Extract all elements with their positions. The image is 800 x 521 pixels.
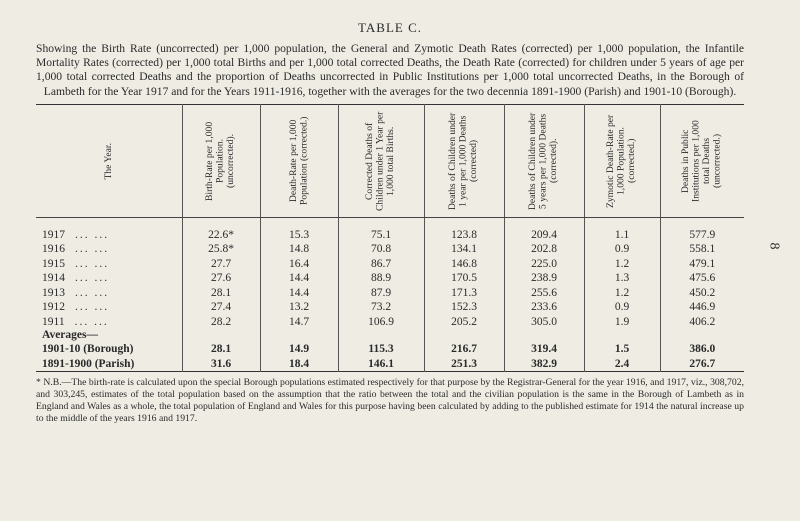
year-label: 1916 <box>42 243 65 256</box>
table-row <box>36 315 744 330</box>
table-row <box>36 217 744 242</box>
table-cell: 1.9 <box>584 315 660 330</box>
leader-dots: ... ... <box>75 257 110 270</box>
column-header: Birth-Rate per 1,000 Population. (uncorrected). <box>182 104 260 217</box>
column-header: Deaths of Children under 1 year per 1,000 Deaths (corrected) <box>424 104 504 217</box>
table-cell: 123.8 <box>424 217 504 242</box>
year-label: 1911 <box>42 315 65 328</box>
table-cell: 382.9 <box>504 357 584 372</box>
table-cell: 238.9 <box>504 271 584 286</box>
table-cell: 146.1 <box>338 357 424 372</box>
table-cell: 319.4 <box>504 342 584 357</box>
year-label: 1915 <box>42 257 65 270</box>
table-cell <box>504 329 584 342</box>
footnote: * N.B.—The birth-rate is calculated upon the special Borough populations estimated respectively for that purpose by the Registrar-General for the year 1916, and 1917, viz., 308,702, and 303,245, estimates of the total population based on the assumption that the ratio between the total and the civilian population is the same in the Borough of Lambeth as in England and Wales as a whole, the total population of England and Wales for this purpose having been calculated by adding to the published estimate for 1914 the natural increase up to the middle of the years 1916 and 1917. <box>36 377 744 424</box>
table-cell: 251.3 <box>424 357 504 372</box>
year-cell <box>36 300 182 315</box>
table-cell: 87.9 <box>338 286 424 301</box>
table-caption: Showing the Birth Rate (uncorrected) per 1,000 population, the General and Zymotic Death Rates (corrected) per 1,000 population, the Infantile Mortality Rates (corrected) per 1,000 total Births and per 1,000 total corrected Deaths, the Death Rate (corrected) for children under 5 years of age per 1,000 total corrected Deaths and the proportion of Deaths uncorrected in Public Institutions per 1,000 total uncorrected Deaths, in the Borough of Lambeth for the Year 1917 and for the Years 1911-1916, together with the averages for the two decennia 1891-1900 (Parish) and 1901-10 (Borough). <box>36 42 744 98</box>
page-number: 8 <box>766 242 782 250</box>
year-cell <box>36 242 182 257</box>
table-cell: 2.4 <box>584 357 660 372</box>
table-cell: 386.0 <box>660 342 744 357</box>
table-cell: 86.7 <box>338 257 424 272</box>
table-cell: 1.1 <box>584 217 660 242</box>
table-cell: 28.2 <box>182 315 260 330</box>
document-page <box>36 20 744 425</box>
table-cell: 27.7 <box>182 257 260 272</box>
year-cell <box>36 271 182 286</box>
year-cell <box>36 257 182 272</box>
averages-label-row <box>36 329 744 342</box>
table-cell: 558.1 <box>660 242 744 257</box>
table-row <box>36 242 744 257</box>
leader-dots: ... ... <box>74 315 109 328</box>
column-header: Zymotic Death-Rate per 1,000 Population. (corrected.) <box>584 104 660 217</box>
table-body <box>36 217 744 372</box>
table-title: TABLE C. <box>357 20 422 35</box>
year-label: 1913 <box>42 286 65 299</box>
year-cell <box>36 286 182 301</box>
table-cell <box>338 329 424 342</box>
table-cell: 25.8* <box>182 242 260 257</box>
table-cell: 115.3 <box>338 342 424 357</box>
year-label: 1912 <box>42 301 65 314</box>
table-cell: 28.1 <box>182 342 260 357</box>
year-label: 1917 <box>42 228 65 241</box>
statistics-table <box>36 104 744 373</box>
table-cell: 73.2 <box>338 300 424 315</box>
table-cell: 475.6 <box>660 271 744 286</box>
table-cell: 479.1 <box>660 257 744 272</box>
table-cell: 14.9 <box>260 342 338 357</box>
table-cell: 216.7 <box>424 342 504 357</box>
header-row <box>36 104 744 217</box>
table-cell: 18.4 <box>260 357 338 372</box>
table-cell: 146.8 <box>424 257 504 272</box>
table-cell: 406.2 <box>660 315 744 330</box>
table-cell: 22.6* <box>182 217 260 242</box>
table-cell: 13.2 <box>260 300 338 315</box>
table-cell: 0.9 <box>584 300 660 315</box>
table-cell: 170.5 <box>424 271 504 286</box>
leader-dots: ... ... <box>75 272 110 285</box>
table-cell: Averages— <box>42 329 98 342</box>
leader-dots: ... ... <box>75 286 110 299</box>
year-cell <box>36 217 182 242</box>
column-header: Deaths in Public Institutions per 1,000 total Deaths (uncorrected.) <box>660 104 744 217</box>
table-row <box>36 257 744 272</box>
table-cell: 152.3 <box>424 300 504 315</box>
table-cell: 70.8 <box>338 242 424 257</box>
leader-dots: ... ... <box>75 228 110 241</box>
table-cell: 209.4 <box>504 217 584 242</box>
table-row <box>36 271 744 286</box>
table-cell <box>182 329 260 342</box>
table-cell: 14.8 <box>260 242 338 257</box>
table-cell: 14.4 <box>260 286 338 301</box>
column-header: The Year. <box>36 104 182 217</box>
table-cell: 27.6 <box>182 271 260 286</box>
column-header: Corrected Deaths of Children under 1 Year per 1,000 total Births. <box>338 104 424 217</box>
table-cell: 1.2 <box>584 257 660 272</box>
column-header: Deaths of Children under 5 years per 1,000 Deaths (corrected). <box>504 104 584 217</box>
table-cell: 225.0 <box>504 257 584 272</box>
leader-dots: ... ... <box>75 243 110 256</box>
table-row <box>36 286 744 301</box>
table-cell: 446.9 <box>660 300 744 315</box>
table-cell: 205.2 <box>424 315 504 330</box>
table-cell: 14.4 <box>260 271 338 286</box>
table-cell: 16.4 <box>260 257 338 272</box>
averages-row <box>36 342 744 357</box>
table-cell: 1901-10 (Borough) <box>42 343 134 356</box>
table-cell: 577.9 <box>660 217 744 242</box>
table-cell: 1.5 <box>584 342 660 357</box>
table-cell <box>424 329 504 342</box>
table-cell <box>260 329 338 342</box>
table-cell: 31.6 <box>182 357 260 372</box>
year-label: 1914 <box>42 272 65 285</box>
table-cell: 75.1 <box>338 217 424 242</box>
table-cell: 1.3 <box>584 271 660 286</box>
table-cell: 134.1 <box>424 242 504 257</box>
leader-dots: ... ... <box>75 301 110 314</box>
table-cell: 1891-1900 (Parish) <box>42 357 135 370</box>
table-cell: 106.9 <box>338 315 424 330</box>
table-cell: 233.6 <box>504 300 584 315</box>
table-cell: 171.3 <box>424 286 504 301</box>
table-cell: 276.7 <box>660 357 744 372</box>
table-row <box>36 300 744 315</box>
table-cell: 88.9 <box>338 271 424 286</box>
table-cell: 255.6 <box>504 286 584 301</box>
table-cell <box>584 329 660 342</box>
table-cell: 450.2 <box>660 286 744 301</box>
table-cell: 305.0 <box>504 315 584 330</box>
table-cell: 27.4 <box>182 300 260 315</box>
column-header: Death-Rate per 1,000 Population (corrected.) <box>260 104 338 217</box>
table-cell: 202.8 <box>504 242 584 257</box>
table-cell: 15.3 <box>260 217 338 242</box>
table-cell: 28.1 <box>182 286 260 301</box>
table-cell: 0.9 <box>584 242 660 257</box>
year-cell <box>36 315 182 330</box>
table-cell <box>660 329 744 342</box>
table-cell: 1.2 <box>584 286 660 301</box>
averages-row <box>36 357 744 372</box>
table-cell: 14.7 <box>260 315 338 330</box>
